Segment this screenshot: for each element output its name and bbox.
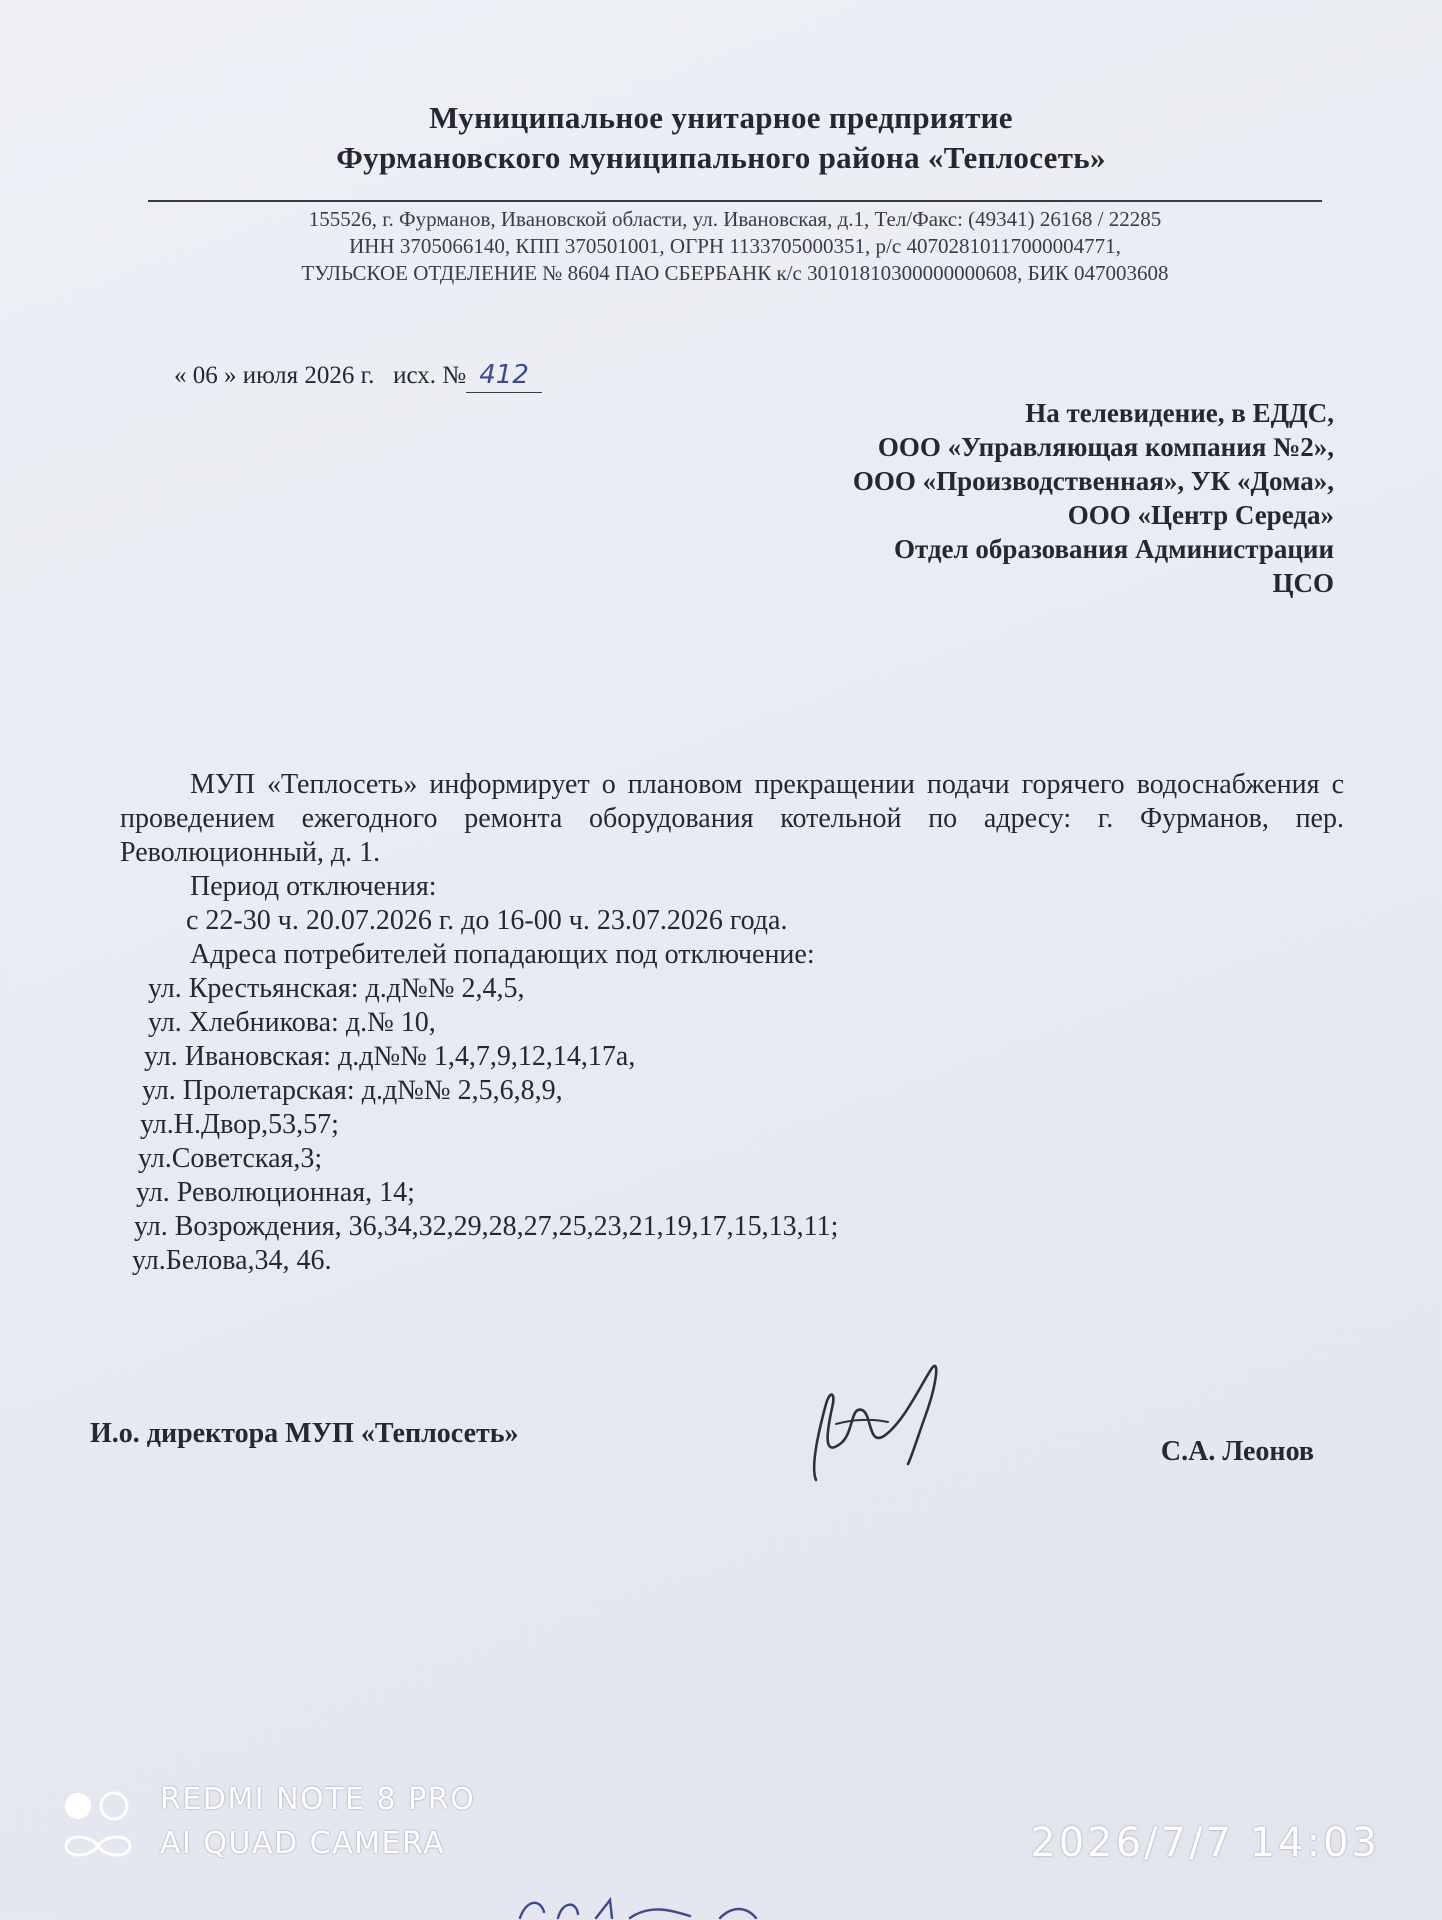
photo-timestamp: 2026/7/7 14:03 [1030,1820,1380,1866]
org-name-line-1: Муниципальное унитарное предприятие [429,100,1013,135]
signatory-role: И.о. директора МУП «Теплосеть» [90,1418,519,1449]
address-item: ул. Ивановская: д.д№№ 1,4,7,9,12,14,17а, [144,1041,636,1072]
address-item: ул.Советская,3; [138,1143,323,1174]
recipient-line: На телевидение, в ЕДДС, [1025,398,1334,428]
handwritten-signature [780,1356,960,1496]
header-divider [148,200,1322,202]
organization-header [0,98,1442,178]
camera-watermark [62,1780,482,1876]
period-label: Период отключения: [190,871,437,902]
requisites-codes: ИНН 3705066140, КПП 370501001, ОГРН 1133705000351, р/с 40702810117000004771, [349,234,1121,258]
address-item: ул. Хлебникова: д.№ 10, [148,1007,436,1038]
address-item: ул. Крестьянская: д.д№№ 2,4,5, [148,973,525,1004]
address-list [120,972,1344,1278]
handwritten-note-fragment [500,1890,860,1920]
address-item: ул.Н.Двор,53,57; [140,1109,339,1140]
addresses-label: Адреса потребителей попадающих под отключение: [190,939,815,970]
reference-line [174,358,542,393]
camera-model: REDMI NOTE 8 PRO [160,1782,476,1817]
recipient-line: ЦСО [1272,568,1334,598]
address-item: ул. Революционная, 14; [136,1177,415,1208]
recipient-line: ООО «Управляющая компания №2», [877,432,1334,462]
outgoing-number: 412 [466,358,542,393]
camera-type: AI QUAD CAMERA [160,1826,446,1861]
recipients-block [853,396,1334,600]
requisites-address: 155526, г. Фурманов, Ивановской области, ул. Ивановская, д.1, Тел/Факс: (49341) 26168 / 22285 [308,207,1162,231]
organization-requisites [0,206,1442,287]
document-date: « 06 » июля 2026 г. [174,362,375,389]
signatory-name: С.А. Леонов [1160,1436,1314,1467]
outgoing-label: исх. № [393,362,467,389]
recipient-line: Отдел образования Администрации [893,534,1334,564]
address-item: ул.Белова,34, 46. [132,1245,332,1276]
camera-logo-icon [62,1784,134,1868]
period-value: с 22-30 ч. 20.07.2026 г. до 16-00 ч. 23.07.2026 года. [186,905,788,936]
recipient-line: ООО «Производственная», УК «Дома», [852,466,1334,496]
letter-body [120,768,1344,1278]
requisites-bank: ТУЛЬСКОЕ ОТДЕЛЕНИЕ № 8604 ПАО СБЕРБАНК к/с 30101810300000000608, БИК 047003608 [301,261,1169,285]
notice-paragraph: МУП «Теплосеть» информирует о плановом прекращении подачи горячего водоснабжения с проведением ежегодного ремонта оборудования котельной по адресу: г. Фурманов, пер. Революционный, д. 1. [120,769,1344,868]
recipient-line: ООО «Центр Середа» [1067,500,1334,530]
address-item: ул. Пролетарская: д.д№№ 2,5,6,8,9, [142,1075,563,1106]
org-name-line-2: Фурмановского муниципального района «Теплосеть» [336,140,1106,175]
address-item: ул. Возрождения, 36,34,32,29,28,27,25,23,21,19,17,15,13,11; [134,1211,839,1242]
